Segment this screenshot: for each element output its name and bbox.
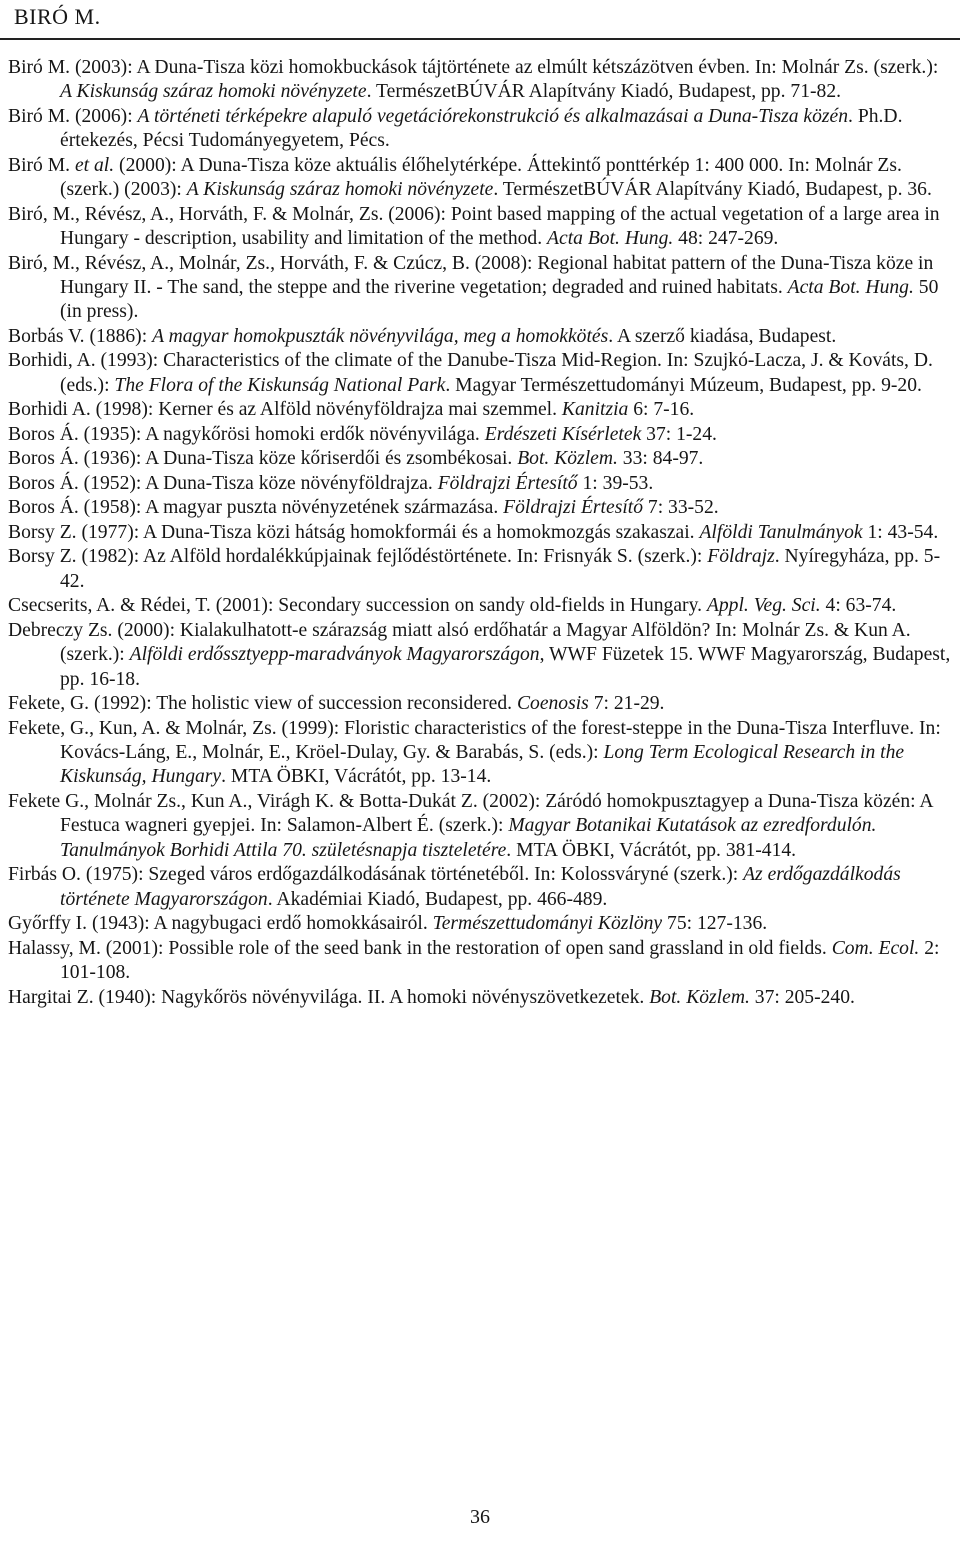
reference-title-italic: A magyar homokpuszták növényvilága, meg a homokkötés: [152, 325, 609, 347]
reference-entry: [8, 56, 953, 105]
reference-text: 50 (in press).: [60, 277, 939, 323]
reference-title-italic: Appl. Veg. Sci.: [706, 595, 821, 617]
reference-entry: [8, 986, 953, 1010]
reference-entry: [8, 863, 953, 912]
reference-text: . MTA ÖBKI, Vácrátót, pp. 13-14.: [221, 766, 492, 788]
reference-entry: [8, 619, 953, 692]
reference-text: Biró M.: [8, 154, 75, 176]
reference-entry: [8, 692, 953, 716]
reference-entry: [8, 398, 953, 422]
reference-text: 33: 84-97.: [617, 448, 704, 470]
reference-text: Hargitai Z. (1940): Nagykőrös növényvilága. II. A homoki növényszövetkezetek.: [8, 986, 650, 1008]
reference-entry: [8, 252, 953, 325]
reference-text: . Akadémiai Kiadó, Budapest, pp. 466-489.: [267, 888, 608, 910]
reference-text: Biró M. (2006):: [8, 105, 138, 127]
reference-text: Fekete, G. (1992): The holistic view of succession reconsidered.: [8, 693, 517, 715]
reference-title-italic: Com. Ecol.: [831, 937, 920, 959]
reference-text: , WWF Füzetek 15. WWF Magyarország, Budapest, pp. 16-18.: [60, 644, 951, 690]
reference-title-italic: Kanitzia: [561, 399, 629, 421]
running-head: BIRÓ M.: [14, 4, 101, 29]
reference-text: . Magyar Természettudományi Múzeum, Budapest, pp. 9-20.: [445, 374, 922, 396]
reference-text: . Nyíregyháza, pp. 5-42.: [60, 546, 941, 592]
reference-text: Borhidi A. (1998): Kerner és az Alföld növényföldrajza mai szemmel.: [8, 399, 562, 421]
reference-entry: [8, 937, 953, 986]
reference-list: [8, 56, 953, 1010]
reference-title-italic: Magyar Botanikai Kutatások az ezredfordulón. Tanulmányok Borhidi Attila 70. születésnapja tiszteletére: [60, 815, 877, 861]
reference-text: . A szerző kiadása, Budapest.: [608, 325, 837, 347]
reference-text: 75: 127-136.: [662, 913, 768, 935]
reference-title-italic: A Kiskunság száraz homoki növényzete: [60, 81, 367, 103]
reference-entry: [8, 325, 953, 349]
reference-text: . MTA ÖBKI, Vácrátót, pp. 381-414.: [506, 839, 797, 861]
reference-title-italic: Földrajzi Értesítő: [437, 472, 578, 494]
reference-entry: [8, 349, 953, 398]
reference-text: 1: 43-54.: [862, 521, 939, 543]
reference-title-italic: et al.: [74, 154, 115, 176]
reference-entry: [8, 717, 953, 790]
reference-text: Biró, M., Révész, A., Molnár, Zs., Horváth, F. & Czúcz, B. (2008): Regional habitat pattern of the Duna-Tisza köze in Hungary II. - The sand, the steppe and the riverine vegetation; degraded and ruined habitats.: [8, 252, 934, 299]
reference-entry: [8, 154, 953, 203]
reference-title-italic: Acta Bot. Hung.: [787, 277, 914, 299]
reference-text: Debreczy Zs. (2000): Kialakulhatott-e szárazság miatt alsó erdőhatár a Magyar Alföldön? In: Molnár Zs. & Kun A. (szerk.):: [8, 619, 911, 666]
reference-entry: [8, 790, 953, 863]
reference-text: Borsy Z. (1977): A Duna-Tisza közi hátság homokformái és a homokmozgás szakaszai.: [8, 521, 700, 543]
reference-text: Borhidi, A. (1993): Characteristics of the climate of the Danube-Tisza Mid-Region. In: Szujkó-Lacza, J. & Kováts, D. (eds.):: [8, 350, 933, 396]
reference-title-italic: Természettudományi Közlöny: [432, 913, 663, 935]
reference-text: . TermészetBÚVÁR Alapítvány Kiadó, Budapest, p. 36.: [493, 179, 932, 201]
reference-text: Csecserits, A. & Rédei, T. (2001): Secondary succession on sandy old-fields in Hungary.: [8, 595, 707, 617]
reference-text: 48: 247-269.: [673, 228, 779, 250]
reference-entry: [8, 447, 953, 471]
reference-text: Biró M. (2003): A Duna-Tisza közi homokbuckások tájtörténete az elmúlt kétszázötven évben. In: Molnár Zs. (szerk.):: [8, 57, 939, 78]
reference-title-italic: Alföldi erdőssztyepp-maradványok Magyarországon: [129, 644, 540, 666]
reference-entry: [8, 472, 953, 496]
reference-text: 1: 39-53.: [577, 472, 654, 494]
reference-title-italic: Coenosis: [516, 693, 589, 715]
reference-title-italic: Long Term Ecological Research in the Kiskunság, Hungary: [60, 741, 905, 788]
reference-title-italic: Alföldi Tanulmányok: [699, 521, 863, 543]
reference-entry: [8, 423, 953, 447]
reference-text: Boros Á. (1935): A nagykőrösi homoki erdők növényvilága.: [8, 423, 485, 445]
reference-title-italic: Földrajz: [707, 546, 775, 568]
reference-text: Halassy, M. (2001): Possible role of the seed bank in the restoration of open sand grassland in old fields.: [8, 937, 832, 959]
reference-text: . TermészetBÚVÁR Alapítvány Kiadó, Budapest, pp. 71-82.: [366, 81, 842, 103]
reference-title-italic: A Kiskunság száraz homoki növényzete: [186, 179, 494, 201]
reference-title-italic: The Flora of the Kiskunság National Park: [114, 374, 446, 396]
reference-text: 37: 205-240.: [749, 986, 855, 1008]
reference-text: Borbás V. (1886):: [8, 325, 153, 347]
reference-text: (2000): A Duna-Tisza köze aktuális élőhelytérképe. Áttekintő ponttérkép 1: 400 000. In: Molnár Zs. (szerk.) (2003):: [60, 154, 902, 201]
reference-text: Boros Á. (1958): A magyar puszta növényzetének származása.: [8, 497, 504, 519]
reference-title-italic: Acta Bot. Hung.: [547, 228, 674, 250]
page-number: 36: [470, 1506, 490, 1528]
reference-entry: [8, 496, 953, 520]
reference-text: Firbás O. (1975): Szeged város erdőgazdálkodásának történetéből. In: Kolossváryné (szerk.):: [8, 864, 744, 886]
reference-text: Boros Á. (1936): A Duna-Tisza köze kőriserdői és zsombékosai.: [8, 448, 518, 470]
reference-entry: [8, 203, 953, 252]
reference-text: 7: 21-29.: [588, 693, 665, 715]
reference-text: . Ph.D. értekezés, Pécsi Tudományegyetem, Pécs.: [60, 105, 903, 152]
reference-text: Fekete, G., Kun, A. & Molnár, Zs. (1999): Floristic characteristics of the forest-steppe in the Duna-Tisza Interfluve. In: Kovács-Láng, E., Molnár, E., Kröel-Dulay, Gy. & Barabás, S. (eds.):: [8, 717, 941, 763]
reference-text: 2: 101-108.: [60, 937, 940, 983]
reference-text: Fekete G., Molnár Zs., Kun A., Virágh K. & Botta-Dukát Z. (2002): Záródó homokpusztagyep a Duna-Tisza közén: A Festuca wagneri gyepjei. In: Salamon-Albert É. (szerk.):: [8, 790, 933, 837]
reference-entry: [8, 105, 953, 154]
reference-entry: [8, 912, 953, 936]
reference-text: Boros Á. (1952): A Duna-Tisza köze növényföldrajza.: [8, 472, 438, 494]
reference-title-italic: Bot. Közlem.: [649, 986, 750, 1008]
reference-text: 4: 63-74.: [820, 595, 897, 617]
header-rule: [0, 38, 960, 40]
reference-title-italic: Bot. Közlem.: [517, 448, 618, 470]
reference-title-italic: A történeti térképekre alapuló vegetációrekonstrukció és alkalmazásai a Duna-Tisza közén: [137, 105, 849, 127]
reference-text: 6: 7-16.: [628, 399, 695, 421]
reference-text: Győrffy I. (1943): A nagybugaci erdő homokkásairól.: [8, 913, 433, 935]
reference-entry: [8, 545, 953, 594]
reference-title-italic: Az erdőgazdálkodás története Magyarországon: [60, 864, 901, 910]
reference-entry: [8, 521, 953, 545]
reference-text: Borsy Z. (1982): Az Alföld hordalékkúpjainak fejlődéstörténete. In: Frisnyák S. (szerk.):: [8, 546, 708, 568]
reference-text: 7: 33-52.: [643, 497, 719, 519]
reference-text: Biró, M., Révész, A., Horváth, F. & Molnár, Zs. (2006): Point based mapping of the actual vegetation of a large area in Hungary - description, usability and limitation of the method.: [8, 203, 940, 250]
reference-entry: [8, 594, 953, 618]
reference-title-italic: Erdészeti Kísérletek: [484, 423, 642, 445]
reference-title-italic: Földrajzi Értesítő: [503, 497, 644, 519]
reference-text: 37: 1-24.: [641, 423, 717, 445]
